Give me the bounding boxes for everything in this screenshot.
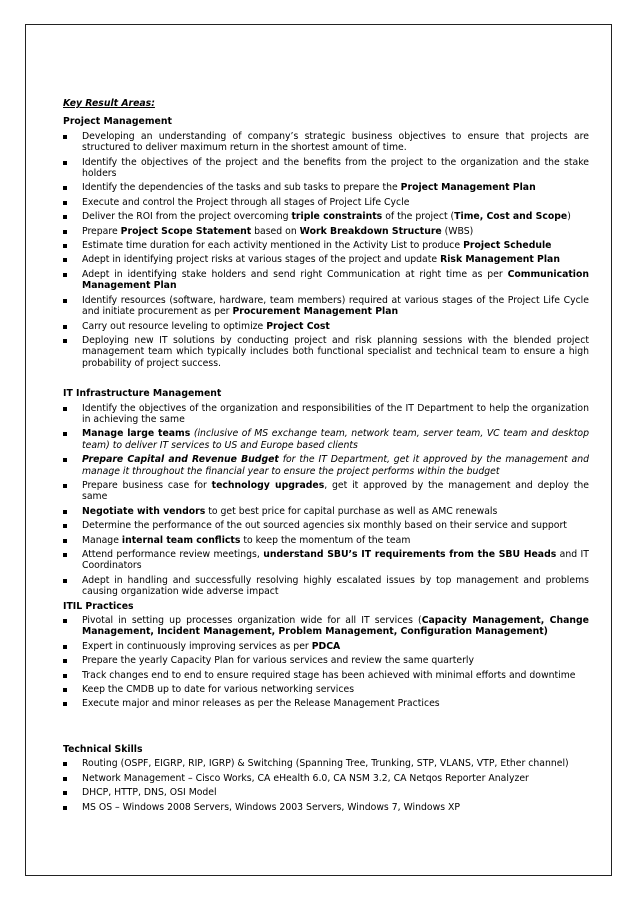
bullet-item — [63, 335, 589, 369]
bullet-text: Deploying new IT solutions by conducting project and risk planning sessions with the blended project management team which typically includes both functional specialist and technical team to ensure a high probability of project success. — [82, 334, 589, 369]
bullet-item — [63, 197, 589, 208]
section-title: Project Management — [63, 116, 172, 128]
bullet-text: Communication Management Plan — [82, 268, 589, 292]
bullet-item — [63, 802, 589, 813]
bullet-text: Capacity Management, Change Management, Incident Management, Problem Management, Configuration Management) — [82, 615, 589, 638]
bullet-text: Manage — [82, 534, 122, 546]
section-title: Technical Skills — [63, 743, 143, 755]
bullet-list — [63, 758, 589, 813]
section-it-infrastructure — [63, 388, 589, 598]
bullet-text: Network Management – Cisco Works, CA eHealth 6.0, CA NSM 3.2, CA Netqos Reporter Analyzer — [82, 772, 529, 784]
bullet-text: Estimate time duration for each activity mentioned in the Activity List to produce — [82, 240, 464, 252]
bullet-text: Project Management Plan — [400, 182, 536, 194]
section-itil-practices — [63, 601, 589, 710]
section-title: IT Infrastructure Management — [63, 388, 222, 400]
bullet-item — [63, 520, 589, 531]
bullet-text: Negotiate with vendors — [82, 505, 206, 517]
bullet-text: Identify the dependencies of the tasks and sub tasks to prepare the — [82, 182, 401, 194]
bullet-text: based on — [251, 225, 300, 237]
bullet-text: Carry out resource leveling to optimize — [82, 320, 267, 332]
bullet-item — [63, 182, 589, 193]
bullet-text: Expert in continuously improving services as per — [82, 640, 312, 652]
bullet-text: Project Schedule — [463, 240, 552, 252]
bullet-text: DHCP, HTTP, DNS, OSI Model — [82, 787, 217, 799]
bullet-text: ) — [567, 211, 571, 223]
key-result-areas-title: Key Result Areas: — [63, 98, 155, 109]
bullet-text: Adept in identifying project risks at various stages of the project and update — [82, 254, 441, 266]
bullet-text: Time, Cost and Scope — [454, 211, 568, 223]
bullet-text: Prepare Capital and Revenue Budget — [82, 454, 279, 466]
bullet-text: Procurement Management Plan — [232, 306, 399, 318]
bullet-text: Execute major and minor releases as per the Release Management Practices — [82, 698, 440, 710]
bullet-text: to keep the momentum of the team — [240, 534, 411, 546]
bullet-text: Execute and control the Project through all stages of Project Life Cycle — [82, 196, 410, 208]
bullet-item — [63, 641, 589, 652]
bullet-list — [63, 615, 589, 710]
bullet-item — [63, 428, 589, 451]
bullet-text: MS OS – Windows 2008 Servers, Windows 2003 Servers, Windows 7, Windows XP — [82, 801, 460, 813]
bullet-item — [63, 698, 589, 709]
bullet-item — [63, 269, 589, 292]
bullet-text: Routing (OSPF, EIGRP, RIP, IGRP) & Switching (Spanning Tree, Trunking, STP, VLANS, VTP, Ether channel) — [82, 758, 569, 770]
bullet-item — [63, 787, 589, 798]
bullet-text: Identify the objectives of the organization and responsibilities of the IT Department to help the organization in achieving the same — [82, 402, 589, 425]
resume-content — [63, 98, 589, 816]
bullet-text: Keep the CMDB up to date for various networking services — [82, 684, 355, 696]
bullet-text: technology upgrades — [211, 479, 325, 491]
bullet-item — [63, 211, 589, 222]
bullet-item — [63, 454, 589, 477]
bullet-list — [63, 131, 589, 369]
bullet-item — [63, 655, 589, 666]
bullet-text: , get it approved by the management and deploy the same — [82, 479, 589, 503]
bullet-item — [63, 758, 589, 769]
bullet-text: understand SBU’s IT requirements from the SBU Heads — [263, 549, 557, 560]
bullet-item — [63, 549, 589, 572]
bullet-item — [63, 226, 589, 237]
bullet-item — [63, 157, 589, 180]
bullet-item — [63, 295, 589, 318]
bullet-item — [63, 403, 589, 426]
bullet-text: Adept in handling and successfully resolving highly escalated issues by top management and problems causing organization wide adverse impact — [82, 574, 589, 598]
bullet-text: triple constraints — [291, 211, 383, 223]
bullet-item — [63, 480, 589, 503]
bullet-text: Attend performance review meetings, — [82, 549, 264, 560]
bullet-item — [63, 684, 589, 695]
bullet-item — [63, 506, 589, 517]
bullet-text: Pivotal in setting up processes organization wide for all IT services ( — [82, 615, 422, 627]
bullet-item — [63, 575, 589, 598]
bullet-item — [63, 254, 589, 265]
bullet-text: Work Breakdown Structure — [299, 225, 442, 237]
bullet-text: Prepare the yearly Capacity Plan for various services and review the same quarterly — [82, 655, 475, 667]
section-technical-skills — [63, 744, 589, 813]
bullet-item — [63, 773, 589, 784]
bullet-text: Project Scope Statement — [120, 225, 252, 237]
bullet-text: Determine the performance of the out sourced agencies six monthly based on their service and support — [82, 520, 567, 532]
bullet-text: (WBS) — [441, 225, 474, 237]
bullet-text: Manage large teams — [82, 428, 191, 440]
bullet-item — [63, 240, 589, 251]
bullet-text: PDCA — [311, 640, 341, 652]
bullet-item — [63, 535, 589, 546]
bullet-text: Prepare — [82, 225, 121, 237]
bullet-text: Prepare business case for — [82, 479, 212, 491]
bullet-text: Deliver the ROI from the project overcoming — [82, 211, 292, 223]
bullet-text: Risk Management Plan — [440, 254, 560, 266]
bullet-text: Developing an understanding of company’s strategic business objectives to ensure that projects are structured to deliver maximum return in the shortest amount of time. — [82, 130, 589, 154]
bullet-text: (inclusive of MS exchange team, network team, server team, VC team and desktop team) to deliver IT services to US and Europe based clients — [82, 428, 589, 451]
bullet-text: Track changes end to end to ensure required stage has been achieved with minimal efforts and downtime — [82, 669, 576, 681]
bullet-text: Identify the objectives of the project and the benefits from the project to the organization and the stake holders — [82, 156, 589, 180]
section-title: ITIL Practices — [63, 600, 134, 612]
section-project-management — [63, 116, 589, 369]
bullet-text: internal team conflicts — [121, 534, 241, 546]
bullet-text: to get best price for capital purchase as well as AMC renewals — [205, 505, 498, 517]
bullet-text: Adept in identifying stake holders and send right Communication at right time as per — [82, 268, 508, 280]
bullet-item — [63, 131, 589, 154]
bullet-text: Identify resources (software, hardware, team members) required at various stages of the Project Life Cycle and initiate procurement as per — [82, 294, 589, 318]
bullet-list — [63, 403, 589, 598]
bullet-item — [63, 615, 589, 638]
bullet-item — [63, 670, 589, 681]
bullet-text: for the IT Department, get it approved by the management and manage it throughout the financial year to ensure the project performs within the budget — [82, 454, 589, 477]
bullet-text: of the project ( — [382, 211, 455, 223]
bullet-text: Project Cost — [266, 320, 330, 332]
bullet-text: and IT Coordinators — [82, 549, 589, 572]
bullet-item — [63, 321, 589, 332]
